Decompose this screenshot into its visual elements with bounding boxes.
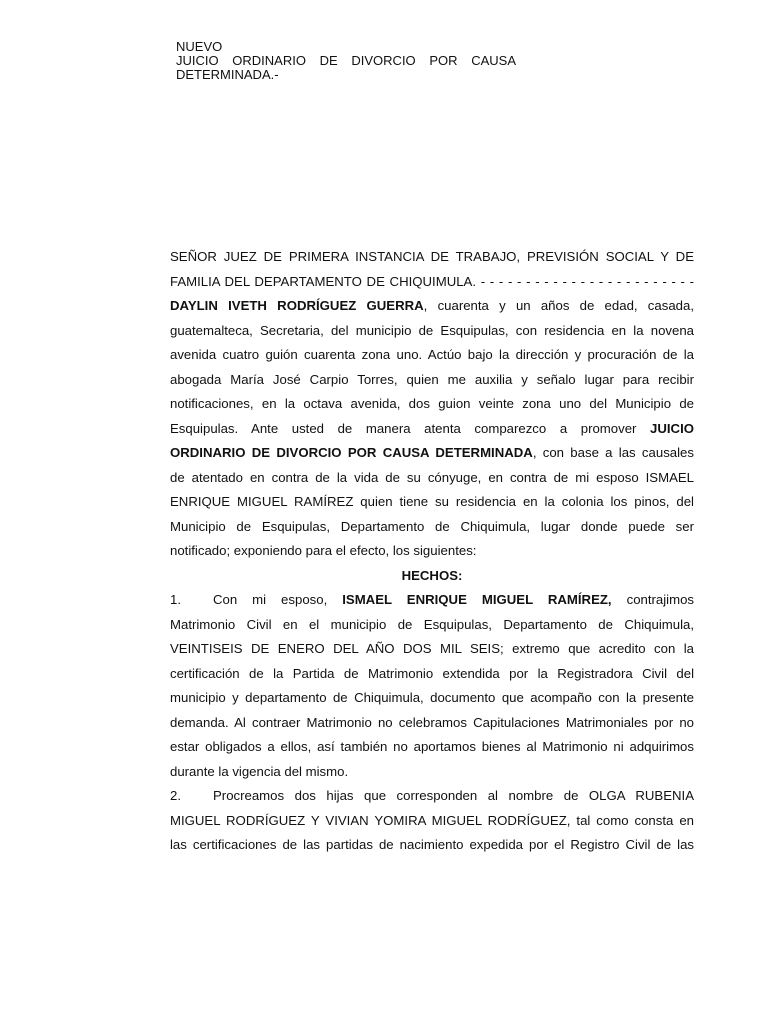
fact-2-line: 2. Procreamos dos hijas que corresponden al nombre de OLGA RUBENIA xyxy=(170,784,694,809)
fact-1-line: demanda. Al contraer Matrimonio no celebramos Capitulaciones Matrimoniales por no xyxy=(170,714,694,730)
intro-line: ORDINARIO DE DIVORCIO POR CAUSA DETERMINADA, con base a las causales xyxy=(170,445,694,460)
fact-1-line: VEINTISEIS DE ENERO DEL AÑO DOS MIL SEIS; extremo que acredito con la xyxy=(170,641,694,656)
heading-line: NUEVO xyxy=(176,39,223,54)
intro-line: notificaciones, en la octava avenida, dos guion veinte zona uno del Municipio de xyxy=(170,396,694,411)
case-heading xyxy=(176,40,516,82)
intro-line: de atentado en contra de la vida de su cónyuge, en contra de mi esposo ISMAEL xyxy=(170,469,694,485)
petitioner-name: DAYLIN IVETH RODRÍGUEZ GUERRA xyxy=(170,298,424,313)
intro-line: ENRIQUE MIGUEL RAMÍREZ quien tiene su residencia en la colonia los pinos, del xyxy=(170,494,694,509)
intro-line: Municipio de Esquipulas, Departamento de Chiquimula, lugar donde puede ser xyxy=(170,518,694,534)
fact-1-line: durante la vigencia del mismo. xyxy=(170,763,349,779)
fact-1-line: Matrimonio Civil en el municipio de Esquipulas, Departamento de Chiquimula, xyxy=(170,616,694,632)
fact-2-line: las certificaciones de las partidas de nacimiento expedida por el Registro Civil de las xyxy=(170,837,694,852)
fact-1-line: municipio y departamento de Chiquimula, documento que acompaño con la presente xyxy=(170,690,694,705)
intro-line: SEÑOR JUEZ DE PRIMERA INSTANCIA DE TRABAJO, PREVISIÓN SOCIAL Y DE xyxy=(170,249,694,264)
fact-number: 1. xyxy=(170,592,181,607)
intro-line: DAYLIN IVETH RODRÍGUEZ GUERRA, cuarenta y un años de edad, casada, xyxy=(170,298,694,313)
intro-line: guatemalteca, Secretaria, del municipio de Esquipulas, con residencia en la novena xyxy=(170,322,694,338)
fact-number: 2. xyxy=(170,788,181,803)
intro-line: notificado; exponiendo para el efecto, los siguientes: xyxy=(170,543,477,558)
fact-1-line: 1. Con mi esposo, ISMAEL ENRIQUE MIGUEL RAMÍREZ, contrajimos xyxy=(170,588,694,613)
intro-line: Esquipulas. Ante usted de manera atenta comparezco a promover JUICIO xyxy=(170,420,694,436)
intro-line: avenida cuatro guión cuarenta zona uno. Actúo bajo la dirección y procuración de la xyxy=(170,347,694,362)
fact-1-line: certificación de la Partida de Matrimonio extendida por la Registradora Civil del xyxy=(170,665,694,681)
heading-line: JUICIO ORDINARIO DE DIVORCIO POR CAUSA xyxy=(176,53,516,68)
heading-line: DETERMINADA.- xyxy=(176,67,279,82)
fact-2-line: MIGUEL RODRÍGUEZ Y VIVIAN YOMIRA MIGUEL RODRÍGUEZ, tal como consta en xyxy=(170,812,694,828)
section-title: HECHOS: xyxy=(401,567,463,583)
intro-line: FAMILIA DEL DEPARTAMENTO DE CHIQUIMULA. - - - - - - - - - - - - - - - - - - - - - - - - xyxy=(170,273,694,289)
document-body xyxy=(170,245,694,858)
intro-line: abogada María José Carpio Torres, quien me auxilia y señalo lugar para recibir xyxy=(170,371,694,387)
fact-1-line: estar obligados a ellos, así también no aportamos bienes al Matrimonio ni adquirimos xyxy=(170,739,694,754)
